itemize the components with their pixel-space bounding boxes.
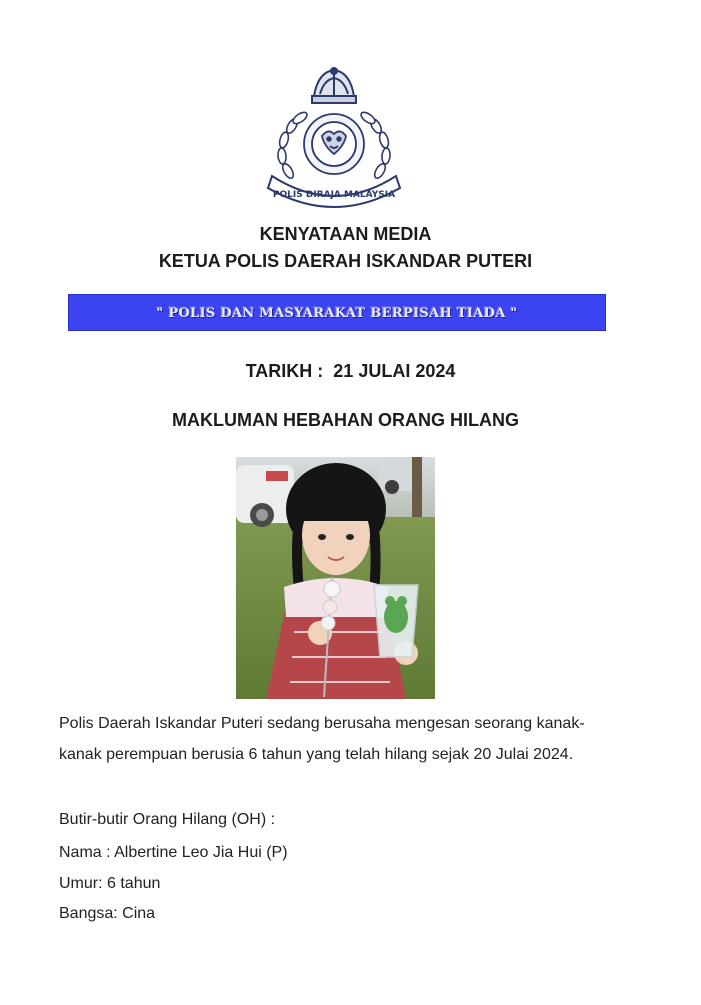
issuer-heading: KETUA POLIS DAERAH ISKANDAR PUTERI	[158, 251, 533, 271]
detail-race: Bangsa: Cina	[59, 905, 156, 922]
missing-child-photo	[236, 457, 435, 699]
crest-ribbon-text: POLIS DIRAJA MALAYSIA	[272, 190, 396, 200]
date-label: TARIKH :	[245, 361, 324, 381]
detail-age: Umur: 6 tahun	[59, 875, 161, 892]
statement-line-1: Polis Daerah Iskandar Puteri sedang berusaha mengesan seorang kanak-	[59, 715, 585, 732]
date-line	[0, 361, 701, 382]
date-value: 21 JULAI 2024	[333, 361, 456, 381]
statement-type-heading: KENYATAAN MEDIA	[259, 224, 432, 244]
notice-title: MAKLUMAN HEBAHAN ORANG HILANG	[172, 410, 519, 430]
police-crest-logo	[262, 66, 406, 212]
statement-paragraph	[59, 714, 639, 776]
motto-banner	[68, 294, 606, 331]
details-heading: Butir-butir Orang Hilang (OH) :	[59, 811, 276, 828]
statement-line-2: kanak perempuan berusia 6 tahun yang telah hilang sejak 20 Julai 2024.	[59, 746, 574, 763]
detail-name: Nama : Albertine Leo Jia Hui (P)	[59, 844, 288, 861]
motto-text: " POLIS DAN MASYARAKAT BERPISAH TIADA "	[156, 306, 518, 321]
